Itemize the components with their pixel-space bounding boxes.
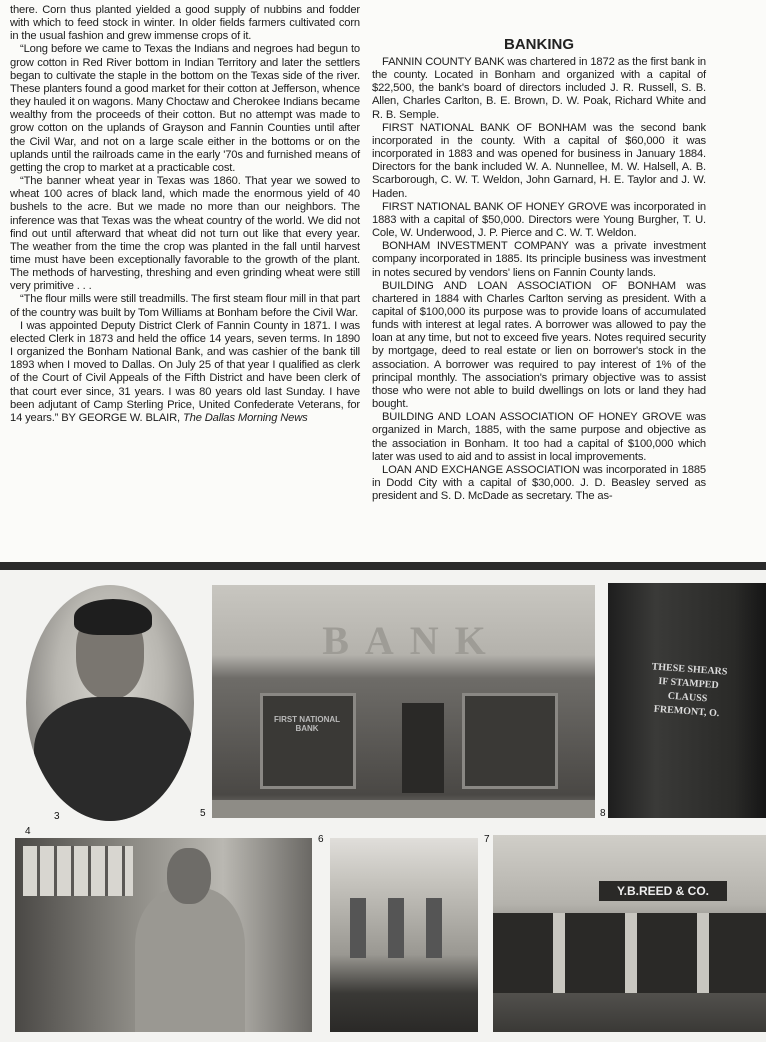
paragraph: BONHAM INVESTMENT COMPANY was a private investment company incorporated in 1885. Its principle business was investment in notes secured by vendors' liens on Fannin County lands. (372, 240, 706, 279)
man-figure (135, 888, 245, 1032)
filing-cabinet (23, 846, 133, 896)
shears-display-photo (608, 583, 766, 818)
source-name: The Dallas Morning News (182, 411, 308, 424)
building-facade-photo (330, 838, 478, 1032)
paragraph: “The banner wheat year in Texas was 1860. That year we sowed to wheat 100 acres of black land, which made the enormous yield of 40 bushels to the acre. But we made no more than our neighbors. The inference was that Texas was the wheat country of the world. We did not find out until afterward that wheat did not turn out like that every year. The weather from the time the crop was planted in the fall until harvest time must have been exceptionally favorable to the growth of the plant. The methods of harvesting, threshing and even grinding wheat were still very primitive . . . (10, 175, 360, 293)
office-man-photo (15, 838, 312, 1032)
paragraph: “Long before we came to Texas the Indians and negroes had begun to grow cotton in Red River bottom in Indian Territory and later the settlers began to cultivate the staple in the bottom on the Texas side of the river. These planters found a good market for their cotton at Jefferson, whence they hauled it on wagons. Many Choctaw and Cherokee Indians became wealthy from the proceeds of their cotton. But no attempt was made to grow cotton on the uplands of Grayson and Fannin Counties until after the Civil War, and not on a large scale either in the bottoms or on the uplands until the railroads came in the early '70s and furnished means of getting the crop to market at a practicable cost. (10, 43, 360, 174)
window-sign: FIRST NATIONAL BANK (273, 715, 341, 733)
paragraph-text: I was appointed Deputy District Clerk of Fannin County in 1871. I was elected Clerk in 1873 and held the office 14 years, seven terms. In 1890 I organized the Bonham National Bank, and was cashier of the bank till 1893 when I moved to Dallas. On July 25 of that year I qualified as clerk of the Court of Civil Appeals of the Fifth District and have been clerk of that court ever since, 31 years. I was 80 years old last Sunday. I have been adjutant of Camp Sterling Price, United Confederate Veterans, for 14 years.” BY GEORGE W. BLAIR, (10, 319, 360, 424)
man-head (167, 848, 211, 904)
photo-number: 5 (200, 808, 206, 819)
photo-number: 7 (484, 834, 490, 845)
storefront-window (260, 693, 356, 789)
paragraph: FIRST NATIONAL BANK OF HONEY GROVE was incorporated in 1883 with a capital of $50,000. Directors were Young Burgher, T. U. Cole, W. Underwood, J. P. Pierce and C. W. T. Weldon. (372, 200, 706, 240)
boardwalk (212, 800, 595, 818)
divider-band (0, 562, 766, 570)
bank-sign: BANK (322, 618, 502, 663)
portrait-body (34, 697, 194, 821)
paragraph: LOAN AND EXCHANGE ASSOCIATION was incorporated in 1885 in Dodd City with a capital of $30,000. J. D. Beasley served as president and S. D. McDade as secretary. The as- (372, 463, 706, 503)
reed-sign: Y.B.REED & CO. (599, 881, 727, 901)
section-heading: BANKING (504, 36, 574, 53)
paragraph: there. Corn thus planted yielded a good supply of nubbins and fodder with which to feed stock in winter. In older fields farmers cultivated corn in the usual fashion and grew immense crops of it. (10, 4, 360, 43)
right-column (372, 56, 706, 503)
photo-number: 8 (600, 808, 606, 819)
bank-building-photo (212, 585, 595, 818)
left-column (10, 4, 360, 425)
facade-windows (350, 898, 458, 958)
paragraph: BUILDING AND LOAN ASSOCIATION OF HONEY GROVE was organized in March, 1885, with the same purpose and objective as the association in Bonham. It too had a capital of $100,000 which later was used to aid and to assist in local improvements. (372, 411, 706, 463)
reed-store-photo (493, 835, 766, 1032)
paragraph: BUILDING AND LOAN ASSOCIATION OF BONHAM was chartered in 1884 with Charles Carlton serving as president. With a capital of $100,000 its purpose was to provide loans of accumulated funds with interest at legal rates. A borrower was allowed to pay the loan at any time, but not to exceed five years. Notes required security by mortgage, deed to real estate or lien on borrower's stock in the association. A borrower was required to pay interest of 1% of the principal monthly. The association's primary objective was to assist those who were not able to build dwellings on lots or land they had bought. (372, 279, 706, 411)
doorway (402, 703, 444, 793)
storefront-window (462, 693, 558, 789)
portrait-hair (74, 599, 152, 635)
photo-number: 4 (25, 826, 31, 837)
paragraph (10, 320, 360, 425)
shears-sign: THESE SHEARS IF STAMPED CLAUSS FREMONT, O. (651, 661, 728, 720)
paragraph: FANNIN COUNTY BANK was chartered in 1872 as the first bank in the county. Located in Bonham and organized with a capital of $22,500, the bank's board of directors included J. R. Russell, S. B. Allen, Charles Carlton, B. E. Brown, D. W. Poak, Richard White and R. B. Semple. (372, 56, 706, 121)
paragraph: “The flour mills were still treadmills. The first steam flour mill in that part of the country was built by Tom Williams at Bonham before the Civil War. (10, 293, 360, 319)
portrait-photo (26, 585, 194, 821)
paragraph: FIRST NATIONAL BANK OF BONHAM was the second bank incorporated in the county. With a capital of $60,000 it was incorporated in 1883 and was opened for business in January 1884. Directors for the bank included W. A. Nunnellee, M. W. Halsell, A. B. Scarborough, C. W. T. Weldon, John Garnard, H. E. Taylor and J. W. Haden. (372, 121, 706, 200)
photo-number: 6 (318, 834, 324, 845)
store-windows (493, 913, 766, 993)
photo-number: 3 (54, 811, 60, 822)
